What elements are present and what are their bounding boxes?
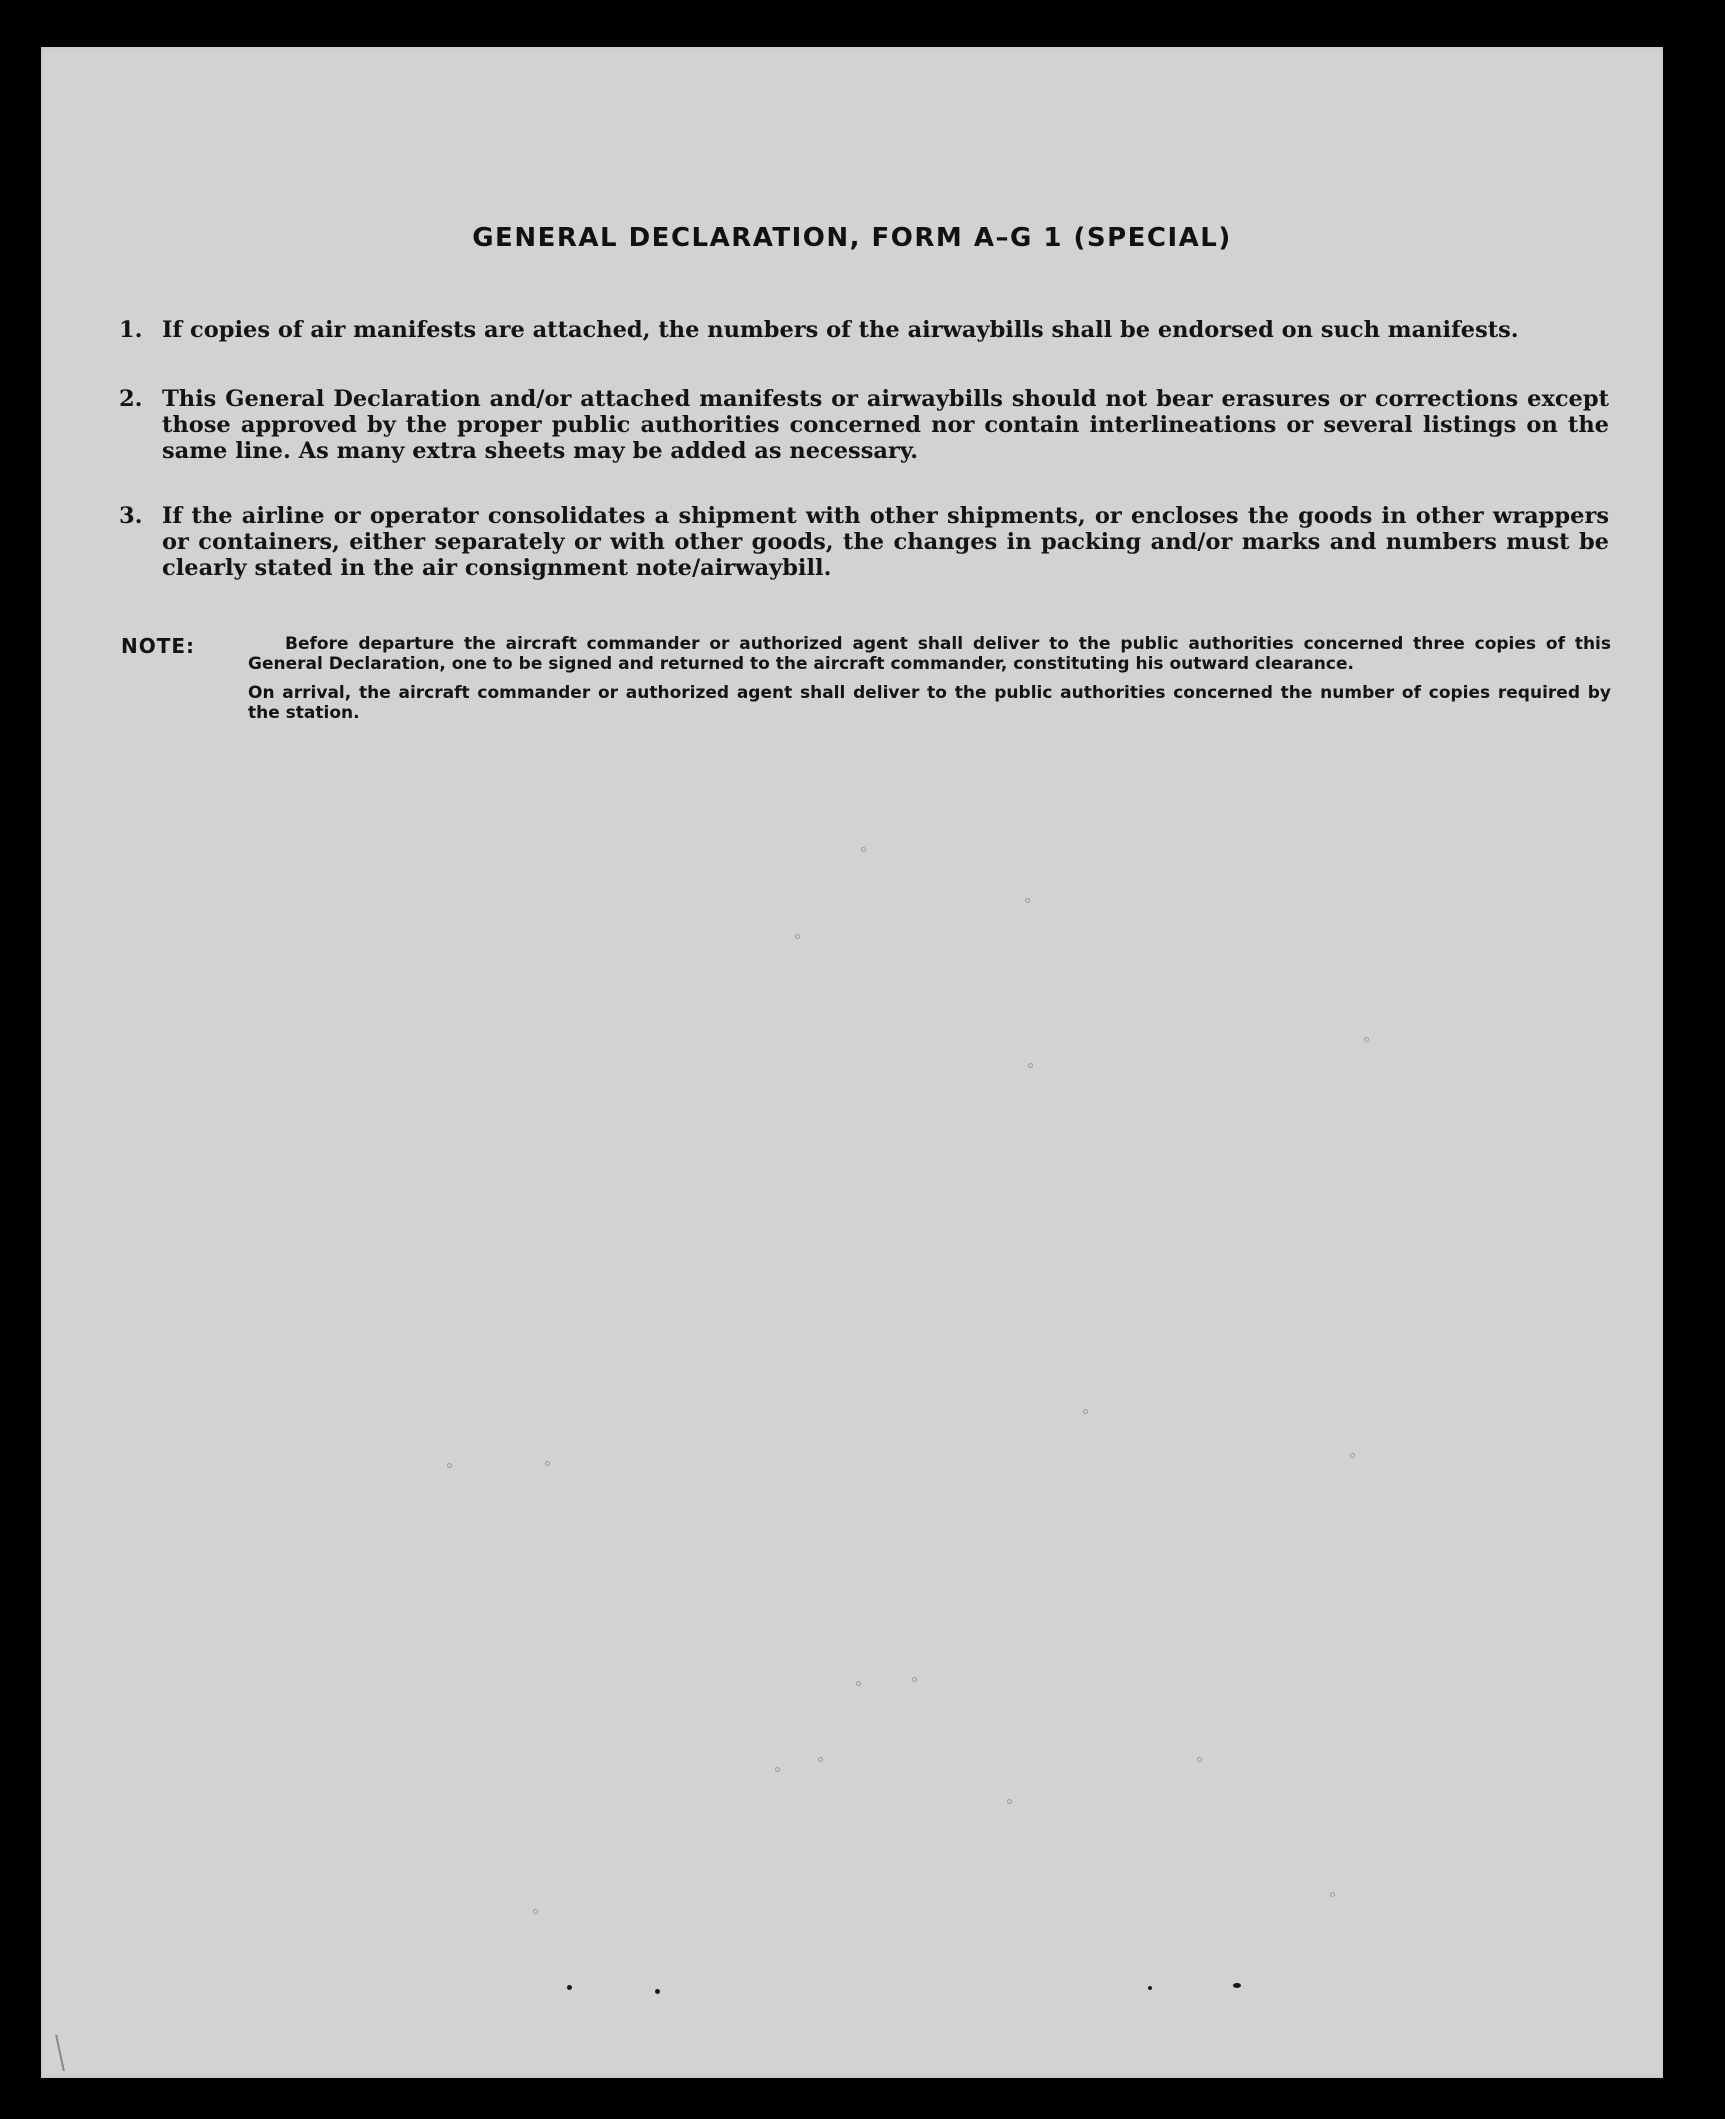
- paper-speck: [1028, 1063, 1033, 1068]
- item-number: 3.: [119, 503, 143, 529]
- paper-speck: [1330, 1892, 1335, 1897]
- item-number: 2.: [119, 386, 143, 412]
- document-title: GENERAL DECLARATION, FORM A–G 1 (SPECIAL): [472, 223, 1232, 253]
- paper-speck: [545, 1461, 550, 1466]
- instruction-item-2: [119, 386, 1609, 464]
- document-page: [41, 47, 1663, 2078]
- item-number: 1.: [119, 317, 143, 343]
- item-text: This General Declaration and/or attached manifests or airwaybills should not bear erasures or corrections except those approved by the proper public authorities concerned nor contain interlineations or several listings on the same line. As many extra sheets may be added as necessary.: [162, 386, 1609, 464]
- paper-speck: [818, 1757, 823, 1762]
- instruction-item-1: [119, 317, 1609, 343]
- note-section: [121, 634, 1611, 723]
- ink-dot: [567, 1985, 572, 1990]
- torn-corner-mark: [55, 2035, 95, 2071]
- item-text: If copies of air manifests are attached, the numbers of the airwaybills shall be endorsed on such manifests.: [162, 317, 1519, 343]
- paper-speck: [856, 1681, 861, 1686]
- paper-speck: [1364, 1037, 1369, 1042]
- instruction-item-3: [119, 503, 1609, 581]
- ink-dot: [655, 1989, 660, 1994]
- paper-speck: [775, 1767, 780, 1772]
- paper-speck: [861, 847, 866, 852]
- paper-speck: [912, 1677, 917, 1682]
- paper-speck: [1083, 1409, 1088, 1414]
- paper-speck: [1025, 898, 1030, 903]
- item-text: If the airline or operator consolidates a shipment with other shipments, or encloses the goods in other wrappers or containers, either separately or with other goods, the changes in packing and/or marks and numbers must be clearly stated in the air consignment note/airwaybill.: [162, 503, 1609, 581]
- note-label: NOTE:: [121, 634, 196, 658]
- paper-speck: [1350, 1453, 1355, 1458]
- paper-speck: [533, 1909, 538, 1914]
- paper-speck: [795, 934, 800, 939]
- ink-dot: [1148, 1986, 1152, 1990]
- paper-speck: [447, 1463, 452, 1468]
- ink-dot: [1233, 1983, 1241, 1988]
- paper-speck: [1007, 1799, 1012, 1804]
- paper-speck: [1197, 1757, 1202, 1762]
- note-paragraph-arrival: On arrival, the aircraft commander or authorized agent shall deliver to the public authorities concerned the number of copies required by the station.: [248, 683, 1611, 723]
- note-paragraph-departure: Before departure the aircraft commander or authorized agent shall deliver to the public authorities concerned three copies of this General Declaration, one to be signed and returned to the aircraft commander, constituting his outward clearance.: [248, 634, 1611, 674]
